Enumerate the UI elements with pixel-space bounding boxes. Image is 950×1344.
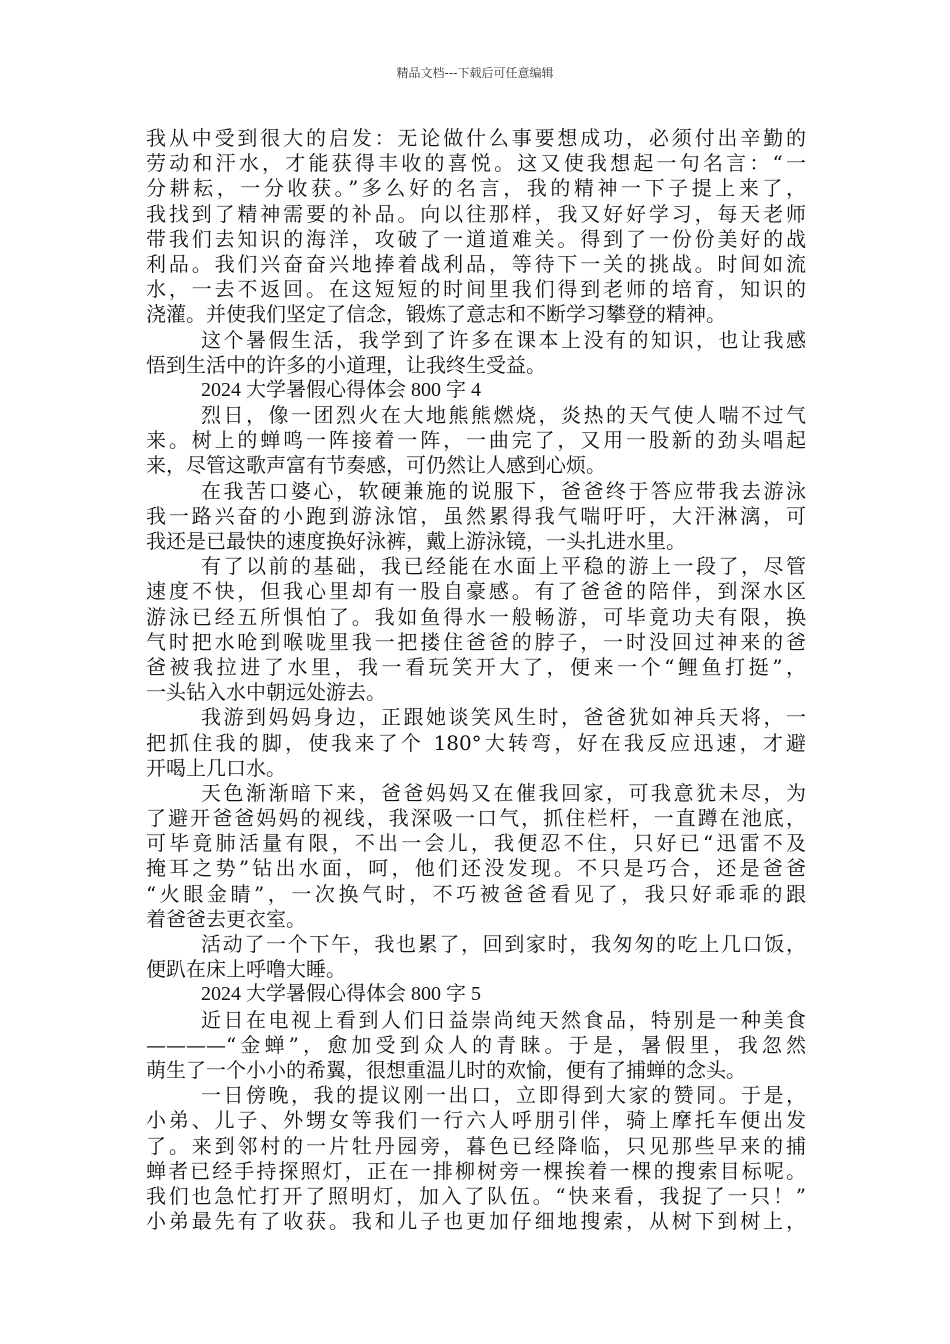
text-line: 烈日，像一团烈火在大地熊熊燃烧，炎热的天气使人喘不过气 xyxy=(201,403,806,428)
page-header: 精品文档---下载后可任意编辑 xyxy=(396,66,554,80)
text-line: 我还是已最快的速度换好泳裤，戴上游泳镜，一头扎进水里。 xyxy=(146,529,686,553)
text-line: 我找到了精神需要的补品。向以往那样，我又好好学习，每天老师 xyxy=(146,201,806,226)
text-line: 我一路兴奋的小跑到游泳馆，虽然累得我气喘吁吁，大汗淋漓，可 xyxy=(146,503,806,528)
text-line: 着爸爸去更衣室。 xyxy=(146,906,306,931)
text-line: 悟到生活中的许多的小道理，让我终生受益。 xyxy=(146,352,546,377)
text-line: 小弟、儿子、外甥女等我们一行六人呼朋引伴，骑上摩托车便出发 xyxy=(146,1108,806,1133)
text-line: 带我们去知识的海洋，攻破了一道道难关。得到了一份份美好的战 xyxy=(146,226,806,251)
text-line: 气时把水呛到喉咙里我一把搂住爸爸的脖子，一时没回过神来的爸 xyxy=(146,629,806,654)
text-line: 一头钻入水中朝远处游去。 xyxy=(146,680,386,705)
text-line: 在我苦口婆心，软硬兼施的说服下，爸爸终于答应带我去游泳 xyxy=(201,478,806,503)
text-line: 活动了一个下午，我也累了，回到家时，我匆匆的吃上几口饭， xyxy=(201,932,806,956)
document-body xyxy=(146,126,806,1234)
text-line: 爸被我拉进了水里，我一看玩笑开大了，便来一个“鲤鱼打挺”， xyxy=(146,654,806,679)
text-line: “火眼金睛”，一次换气时，不巧被爸爸看见了，我只好乖乖的跟 xyxy=(146,881,806,906)
text-line: 开喝上几口水。 xyxy=(146,755,286,780)
text-line: 来，尽管这歌声富有节奏感，可仍然让人感到心烦。 xyxy=(146,453,606,478)
text-line: 掩耳之势”钻出水面，呵，他们还没发现。不只是巧合，还是爸爸 xyxy=(146,856,806,881)
text-line: 这个暑假生活，我学到了许多在课本上没有的知识，也让我感 xyxy=(201,327,806,352)
text-line: 我游到妈妈身边，正跟她谈笑风生时，爸爸犹如神兵天将，一 xyxy=(201,705,806,730)
text-line: 我们也急忙打开了照明灯，加入了队伍。“快来看，我捉了一只！” xyxy=(146,1183,806,1208)
text-line: 来。树上的蝉鸣一阵接着一阵，一曲完了，又用一股新的劲头唱起 xyxy=(146,428,806,453)
text-line: 萌生了一个小小的希翼，很想重温儿时的欢愉，便有了捕蝉的念头。 xyxy=(146,1057,746,1082)
text-line: ————“金蝉”，愈加受到众人的青睐。于是，暑假里，我忽然 xyxy=(146,1032,806,1057)
text-line: 水，一去不返回。在这短短的时间里我们得到老师的培育，知识的 xyxy=(146,277,806,302)
text-line: 小弟最先有了收获。我和儿子也更加仔细地搜索，从树下到树上， xyxy=(146,1209,806,1234)
text-line: 有了以前的基础，我已经能在水面上平稳的游上一段了，尽管 xyxy=(201,554,806,579)
text-line: 一日傍晚，我的提议刚一出口，立即得到大家的赞同。于是， xyxy=(201,1083,806,1108)
text-line: 浇灌。并使我们坚定了信念，锻炼了意志和不断学习攀登的精神。 xyxy=(146,302,726,327)
text-line: 把抓住我的脚，使我来了个 180°大转弯，好在我反应迅速，才避 xyxy=(146,730,806,755)
text-line: 近日在电视上看到人们日益崇尚纯天然食品，特别是一种美食 xyxy=(201,1007,806,1032)
text-line: 劳动和汗水，才能获得丰收的喜悦。这又使我想起一句名言：“一 xyxy=(146,151,806,176)
text-line: 可毕竟肺活量有限，不出一会儿，我便忍不住，只好已“迅雷不及 xyxy=(146,831,806,856)
section-heading: 2024 大学暑假心得体会 800 字 4 xyxy=(201,378,481,401)
text-line: 了避开爸爸妈妈的视线，我深吸一口气，抓住栏杆，一直蹲在池底， xyxy=(146,806,806,831)
section-heading: 2024 大学暑假心得体会 800 字 5 xyxy=(201,983,481,1006)
text-line: 速度不快，但我心里却有一股自豪感。有了爸爸的陪伴，到深水区 xyxy=(146,579,806,604)
text-line: 了。来到邻村的一片牡丹园旁，暮色已经降临，只见那些早来的捕 xyxy=(146,1133,806,1158)
text-line: 便趴在床上呼噜大睡。 xyxy=(146,957,346,982)
text-line: 游泳已经五所惧怕了。我如鱼得水一般畅游，可毕竟功夫有限，换 xyxy=(146,604,806,629)
text-line: 蝉者已经手持探照灯，正在一排柳树旁一棵挨着一棵的搜索目标呢。 xyxy=(146,1158,806,1183)
text-line: 分耕耘，一分收获。”多么好的名言，我的精神一下子提上来了， xyxy=(146,176,806,201)
text-line: 利品。我们兴奋奋兴地捧着战利品，等待下一关的挑战。时间如流 xyxy=(146,251,806,276)
text-line: 天色渐渐暗下来，爸爸妈妈又在催我回家，可我意犹未尽，为 xyxy=(201,780,806,805)
text-line: 我从中受到很大的启发：无论做什么事要想成功，必须付出辛勤的 xyxy=(146,126,806,150)
